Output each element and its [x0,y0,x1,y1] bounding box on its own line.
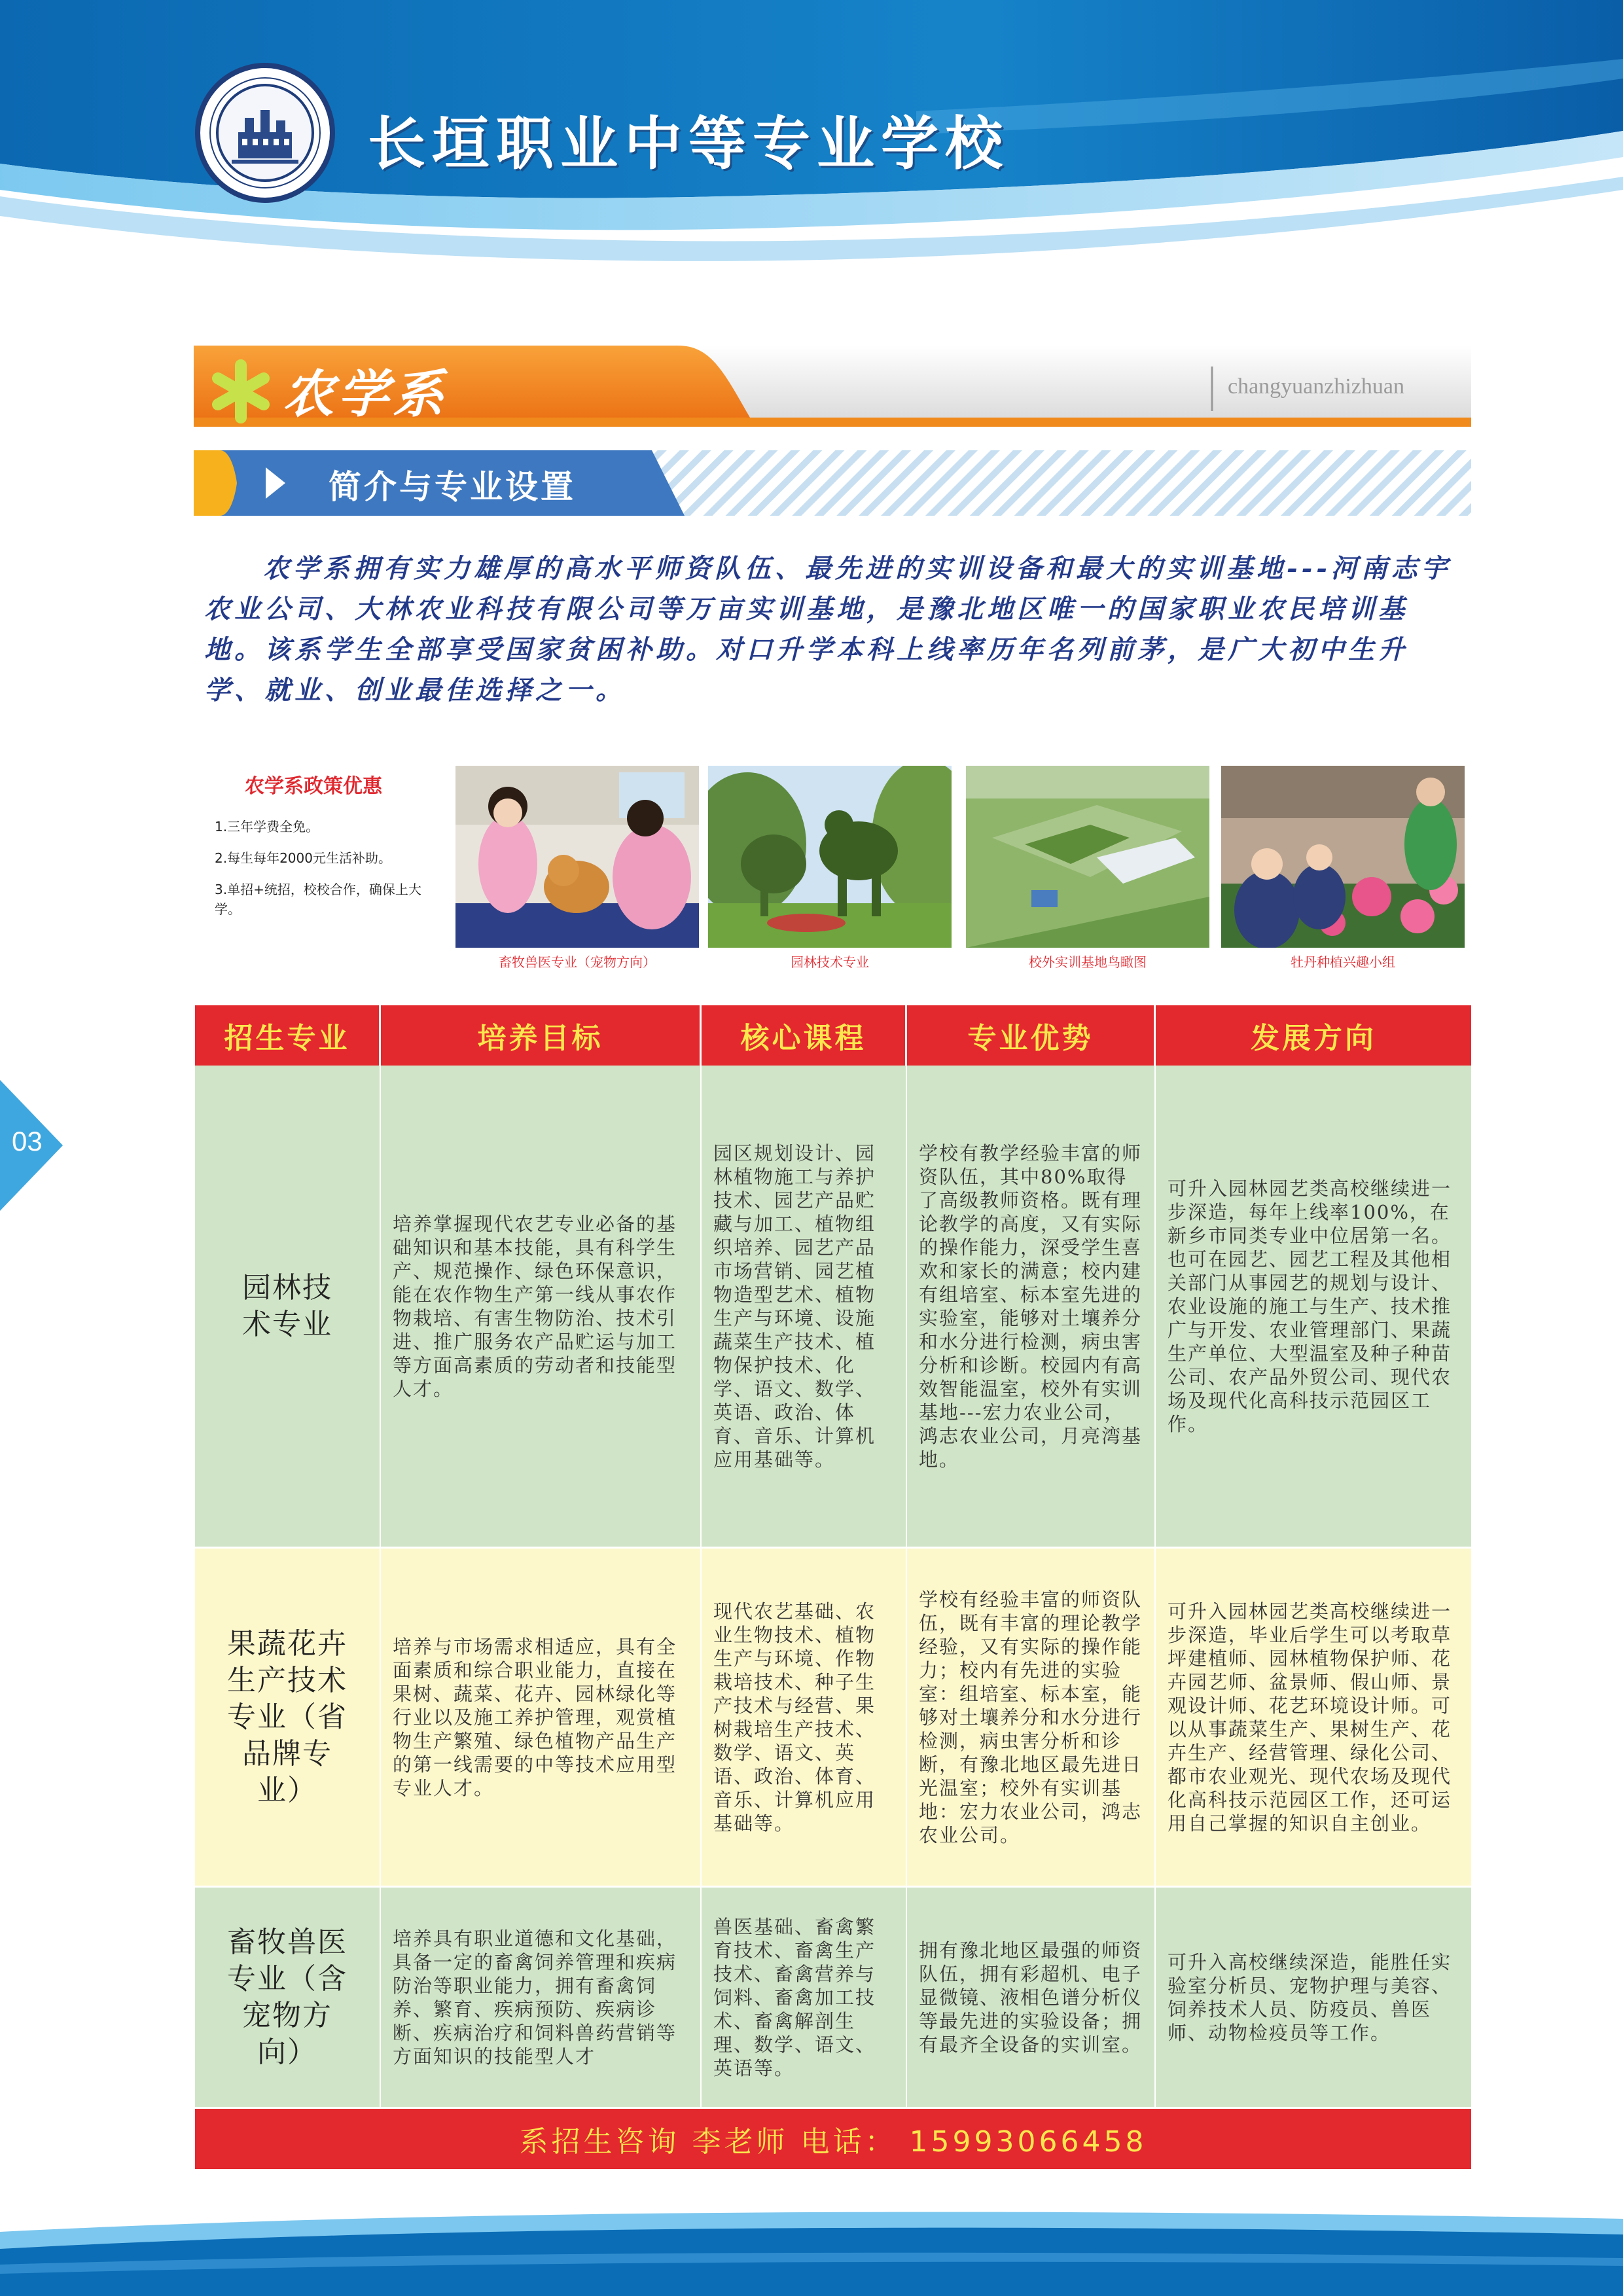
table-cell-direction [1156,1066,1471,1549]
advantage-text: 学校有教学经验丰富的师资队伍，其中80%取得了高级教师资格。既有理论教学的高度，又有实际的操作能力，深受学生喜欢和家长的满意；校内建有组培室、标本室先进的实验室，能够对土壤养分和水分进行检测，病虫害分析和诊断。校园内有高效智能温室，校外有实训基地---宏力农业公司，鸿志农业公司，月亮湾基地。 [919,1141,1143,1471]
enrollment-contact-bar: 系招生咨询 李老师 电话： 15993066458 [195,2109,1471,2169]
direction-text: 可升入高校继续深造，能胜任实验室分析员、宠物护理与美容、饲养技术人员、防疫员、兽医师、动物检疫员等工作。 [1168,1950,1452,2044]
department-title: 农学系 [283,365,448,424]
photo-pet-grooming [455,766,699,948]
courses-text: 兽医基础、畜禽繁育技术、畜禽生产技术、畜禽营养与饲料、畜禽加工技术、畜禽解剖生理、数学、语文、英语等。 [713,1915,876,2079]
star-icon [208,359,274,424]
page-number: 03 [12,1126,43,1157]
table-header: 培养目标 [381,1005,702,1066]
table-cell-courses [702,1549,907,1888]
table-row-major [195,1066,381,1549]
photo-peony-group [1221,766,1465,948]
photo-aerial-base [966,766,1209,948]
photo-caption: 畜牧兽医专业（宠物方向） [499,954,656,970]
table-cell-advantage [907,1888,1156,2109]
courses-text: 园区规划设计、园林植物施工与养护技术、园艺产品贮藏与加工、植物组织培养、园艺产品市场营销、园艺植物造型艺术、植物生产与环境、设施蔬菜生产技术、植物保护技术、化学、语文、数学、英语、政治、体育、音乐、计算机应用基础等。 [713,1141,876,1471]
major-name: 果蔬花卉生产技术专业（省品牌专业） [227,1626,348,1807]
table-cell-direction [1156,1549,1471,1888]
goal-text: 培养具有职业道德和文化基础，具备一定的畜禽饲养管理和疾病防治等职业能力，拥有畜禽饲养、繁育、疾病预防、疾病诊断、疾病治疗和饲料兽药营销等方面知识的技能型人才 [393,1927,677,2068]
table-cell-goal [381,1549,702,1888]
advantage-text: 学校有经验丰富的师资队伍，既有丰富的理论教学经验，又有实际的操作能力；校内有先进的实验室：组培室、标本室，能够对土壤养分和水分进行检测，病虫害分析和诊断，有豫北地区最先进日光温室；校外有实训基地：宏力农业公司，鸿志农业公司。 [919,1588,1143,1846]
direction-text: 可升入园林园艺类高校继续进一步深造，毕业后学生可以考取草坪建植师、园林植物保护师、花卉园艺师、盆景师、假山师、景观设计师、花艺环境设计师。可以从事蔬菜生产、果树生产、花卉生产、经营管理、绿化公司、都市农业观光、现代农场及现代化高科技示范园区工作，还可运用自己掌握的知识自主创业。 [1168,1600,1452,1835]
courses-text: 现代农艺基础、农业生物技术、植物生产与环境、作物栽培技术、种子生产技术与经营、果树栽培生产技术、数学、语文、英语、政治、体育、音乐、计算机应用基础等。 [713,1600,876,1835]
table-cell-advantage [907,1066,1156,1549]
policy-item: 2.每生每年2000元生活补助。 [215,850,391,866]
goal-text: 培养掌握现代农艺专业必备的基础知识和基本技能，具有科学生产、规范操作、绿色环保意识，能在农作物生产第一线从事农作物栽培、有害生物防治、技术引进、推广服务农产品贮运与加工等方面高素质的劳动者和技能型人才。 [393,1212,677,1400]
table-row-major [195,1888,381,2109]
major-name: 园林技术专业 [242,1270,332,1341]
table-header: 专业优势 [907,1005,1156,1066]
table-cell-advantage [907,1549,1156,1888]
policy-title: 农学系政策优惠 [245,775,382,798]
policy-item: 1.三年学费全免。 [215,819,319,834]
table-header: 招生专业 [195,1005,381,1066]
table-cell-courses [702,1888,907,2109]
major-name: 畜牧兽医专业（含宠物方向） [227,1925,348,2069]
photo-caption: 校外实训基地鸟瞰图 [1029,954,1147,970]
footer-wave [0,2206,1623,2296]
table-cell-goal [381,1888,702,2109]
table-cell-direction [1156,1888,1471,2109]
department-pinyin: changyuanzhizhuan [1228,374,1404,399]
table-cell-courses [702,1066,907,1549]
photo-topiary-garden [708,766,952,948]
table-header: 核心课程 [702,1005,907,1066]
policy-item: 3.单招+统招，校校合作，确保上大学。 [215,882,421,917]
table-row-major [195,1549,381,1888]
photo-caption: 园林技术专业 [791,954,869,970]
section-title: 简介与专业设置 [329,468,576,506]
intro-paragraph: 农学系拥有实力雄厚的高水平师资队伍、最先进的实训设备和最大的实训基地---河南志宇农业公司、大林农业科技有限公司等万亩实训基地，是豫北地区唯一的国家职业农民培训基地。该系学生全部享受国家贫困补助。对口升学本科上线率历年名列前茅，是广大初中生升学、就业、创业最佳选择之一。 [204,553,1452,706]
table-header: 发展方向 [1156,1005,1471,1066]
school-logo [195,63,335,203]
table-cell-goal [381,1066,702,1549]
direction-text: 可升入园林园艺类高校继续进一步深造，每年上线率100%，在新乡市同类专业中位居第一名。也可在园艺、园艺工程及其他相关部门从事园艺的规划与设计、农业设施的施工与生产、技术推广与开发、农业管理部门、果蔬生产单位、大型温室及种子种苗公司、农产品外贸公司、现代农场及现代化高科技示范园区工作。 [1168,1177,1452,1435]
advantage-text: 拥有豫北地区最强的师资队伍，拥有彩超机、电子显微镜、液相色谱分析仪等最先进的实验设备；拥有最齐全设备的实训室。 [919,1939,1143,2056]
goal-text: 培养与市场需求相适应，具有全面素质和综合职业能力，直接在果树、蔬菜、花卉、园林绿化等行业以及施工养护管理，观赏植物生产繁殖、绿色植物产品生产的第一线需要的中等技术应用型专业人才。 [393,1635,677,1799]
school-name: 长垣职业中等专业学校 [368,110,1010,177]
photo-caption: 牡丹种植兴趣小组 [1291,954,1395,970]
